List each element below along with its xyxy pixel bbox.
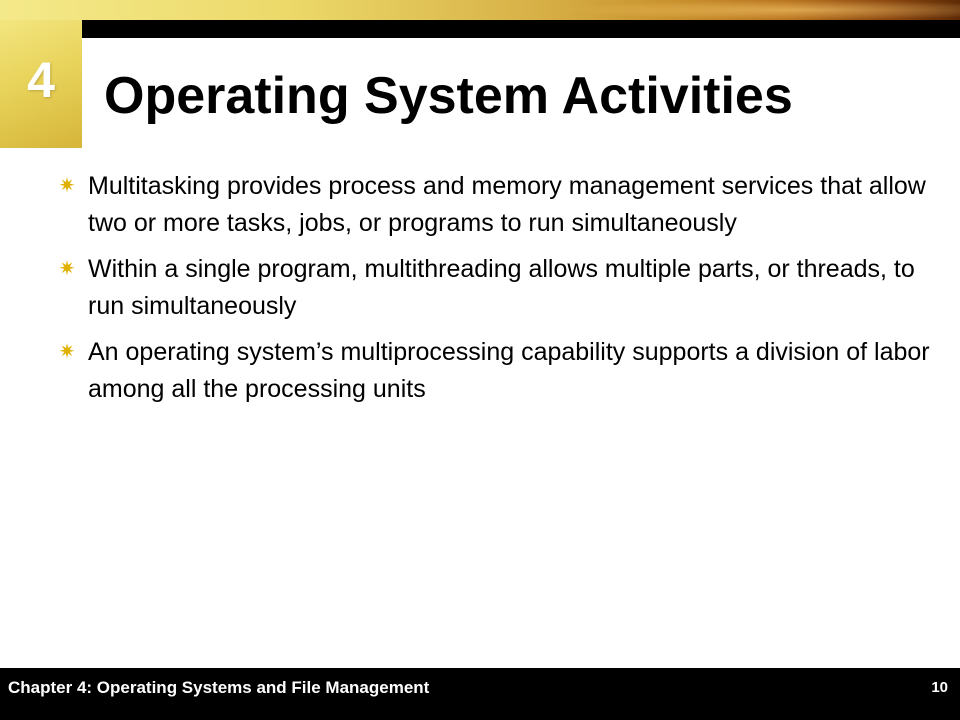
asterisk-star-icon: ✷ bbox=[58, 341, 76, 363]
bullet-text: Within a single program, multithreading allows multiple parts, or threads, to run simultaneously bbox=[88, 255, 915, 320]
asterisk-star-icon: ✷ bbox=[58, 258, 76, 280]
header-banner-glow bbox=[560, 0, 960, 20]
asterisk-star-icon: ✷ bbox=[58, 175, 76, 197]
bullet-list bbox=[56, 168, 946, 417]
title-divider-bar bbox=[0, 20, 960, 38]
bullet-item bbox=[56, 334, 946, 408]
bullet-text: An operating system’s multiprocessing capability supports a division of labor among all the processing units bbox=[88, 338, 930, 403]
slide-title: Operating System Activities bbox=[104, 67, 793, 125]
page-number: 10 bbox=[931, 679, 948, 696]
bullet-item bbox=[56, 251, 946, 325]
chapter-number: 4 bbox=[27, 52, 55, 108]
footer-chapter-title: Chapter 4: Operating Systems and File Management bbox=[8, 678, 430, 697]
bullet-text: Multitasking provides process and memory management services that allow two or more tasks, jobs, or programs to run simultaneously bbox=[88, 172, 926, 237]
bullet-item bbox=[56, 168, 946, 242]
footer-bar bbox=[0, 668, 960, 720]
